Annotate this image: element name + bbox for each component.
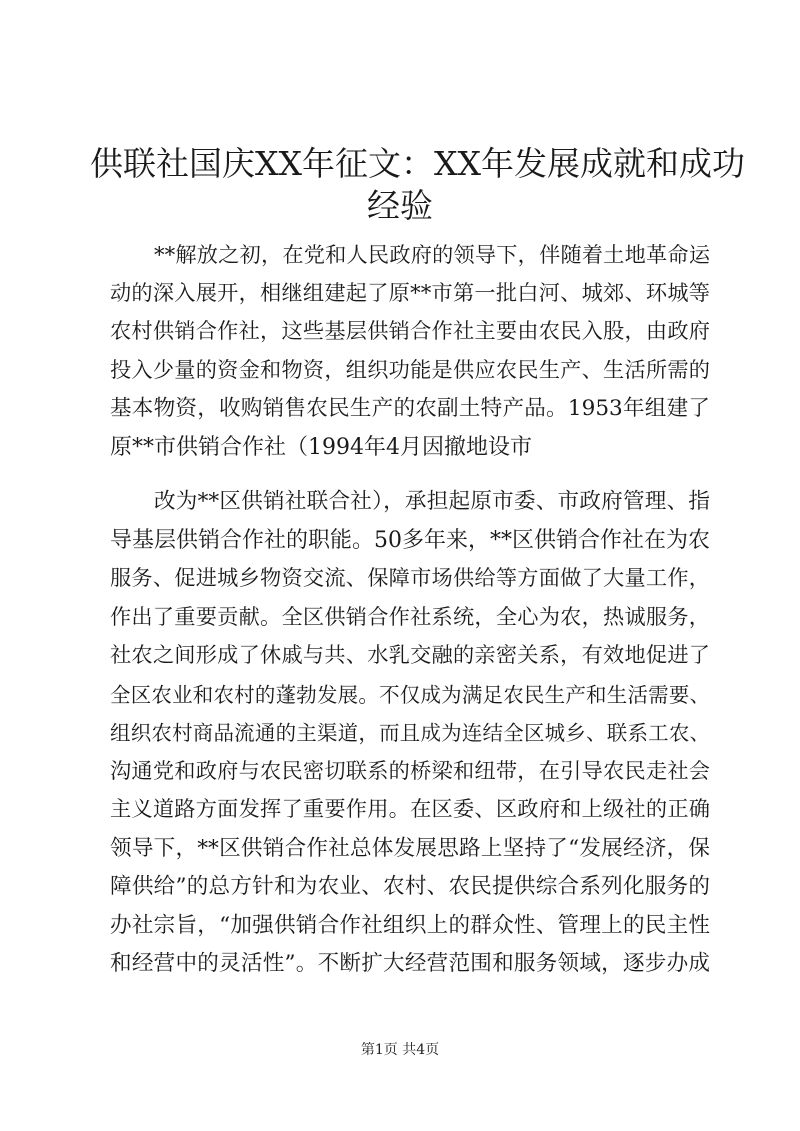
paragraph-2 (110, 483, 710, 984)
page-title (90, 143, 745, 227)
text-line: 社农之间形成了休戚与共、水乳交融的亲密关系，有效地促进了 (110, 643, 710, 668)
text-line: 主义道路方面发挥了重要作用。在区委、区政府和上级社的正确 (110, 797, 710, 822)
text-line: 障供给”的总方针和为农业、农村、农民提供综合系列化服务的 (110, 874, 710, 899)
text-line: 导基层供销合作社的职能。50多年来，**区供销合作社在为农 (110, 527, 710, 553)
text-line: 农村供销合作社，这些基层供销合作社主要由农民入股，由政府 (110, 319, 710, 344)
text-line: 组织农村商品流通的主渠道，而且成为连结全区城乡、联系工农、 (110, 721, 710, 745)
title-line-1: 供联社国庆XX年征文：XX年发展成就和成功 (90, 144, 745, 183)
text-line: 服务、促进城乡物资交流、保障市场供给等方面做了大量工作， (110, 566, 710, 591)
text-line: **解放之初，在党和人民政府的领导下，伴随着土地革命运 (154, 242, 710, 267)
text-line: 作出了重要贡献。全区供销合作社系统，全心为农，热诚服务， (110, 604, 710, 630)
text-line: 改为**区供销社联合社），承担起原市委、市政府管理、指 (154, 489, 710, 514)
paragraph-1 (110, 236, 710, 467)
text-line: 办社宗旨，“加强供销合作社组织上的群众性、管理上的民主性 (110, 912, 710, 938)
text-line: 全区农业和农村的蓬勃发展。不仅成为满足农民生产和生活需要、 (110, 682, 710, 707)
paragraph-gap (110, 467, 710, 483)
text-line: 沟通党和政府与农民密切联系的桥梁和纽带，在引导农民走社会 (110, 758, 710, 784)
text-line: 领导下，**区供销合作社总体发展思路上坚持了“发展经济，保 (110, 835, 710, 861)
text-line: 和经营中的灵活性”。不断扩大经营范围和服务领域，逐步办成 (110, 951, 710, 976)
text-line: 原**市供销合作社（1994年4月因撤地设市 (110, 434, 532, 460)
page-footer (0, 1040, 800, 1060)
document-body (110, 236, 710, 984)
text-line: 基本物资，收购销售农民生产的农副土特产品。1953年组建了 (110, 396, 710, 421)
title-line-2: 经验 (367, 186, 433, 225)
text-line: 投入少量的资金和物资，组织功能是供应农民生产、生活所需的 (110, 357, 710, 383)
page-number: 第1页 共4页 (360, 1042, 440, 1058)
text-line: 动的深入展开，相继组建起了原**市第一批白河、城郊、环城等 (110, 280, 710, 306)
